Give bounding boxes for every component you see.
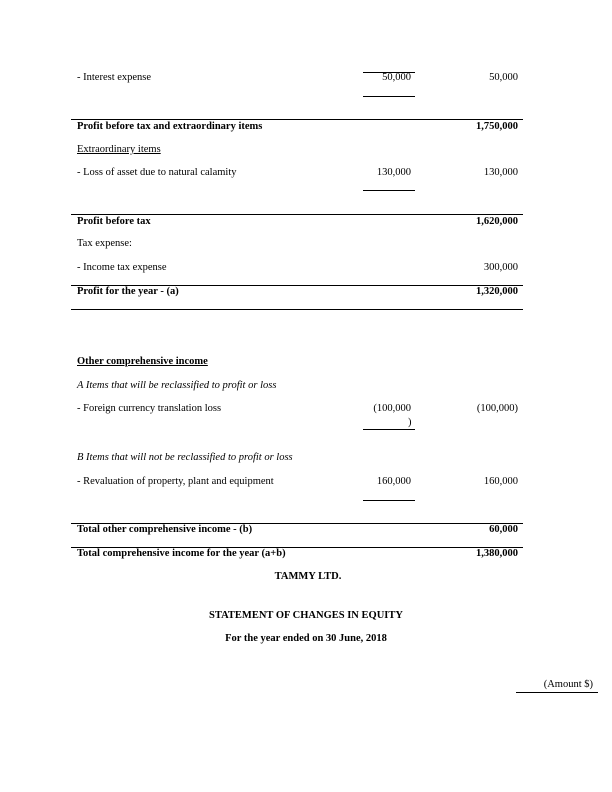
row-label-total-ci: Total comprehensive income for the year (a+b): [77, 548, 286, 559]
company-name: TAMMY LTD.: [274, 571, 342, 582]
statement-title: STATEMENT OF CHANGES IN EQUITY: [209, 610, 403, 621]
row-right-total-ci: 1,380,000: [476, 548, 518, 559]
row-right-income-tax: 300,000: [483, 262, 518, 273]
oci-heading: Other comprehensive income: [77, 356, 208, 367]
row-mid-loss-asset: 130,000: [376, 167, 411, 178]
rule: [363, 190, 415, 191]
tax-heading: Tax expense:: [77, 238, 132, 249]
rule: [516, 692, 598, 693]
rule: [363, 429, 415, 430]
section-a-heading: A Items that will be reclassified to profit or loss: [77, 380, 277, 391]
row-mid-revaluation: 160,000: [376, 476, 411, 487]
row-right-pbt-extraordinary: 1,750,000: [476, 121, 518, 132]
row-right-total-oci: 60,000: [489, 524, 518, 535]
row-right-revaluation: 160,000: [483, 476, 518, 487]
row-label-pbt: Profit before tax: [77, 216, 151, 227]
row-right-pbt: 1,620,000: [476, 216, 518, 227]
row-label-loss-asset: - Loss of asset due to natural calamity: [77, 167, 237, 178]
row-right-profit-year: 1,320,000: [476, 286, 518, 297]
row-right-loss-asset: 130,000: [483, 167, 518, 178]
rule: [363, 96, 415, 97]
rule: [71, 309, 523, 310]
rule: [363, 500, 415, 501]
row-mid-fx-loss-2: ): [408, 417, 412, 428]
rule: [71, 119, 523, 120]
row-label-total-oci: Total other comprehensive income - (b): [77, 524, 253, 535]
statement-period: For the year ended on 30 June, 2018: [225, 633, 387, 644]
row-mid-fx-loss-1: (100,000: [373, 403, 411, 414]
row-label-income-tax: - Income tax expense: [77, 262, 167, 273]
extraordinary-heading: Extraordinary items: [77, 144, 161, 155]
row-right-interest-expense: 50,000: [489, 72, 518, 83]
rule: [71, 214, 523, 215]
row-label-pbt-extraordinary: Profit before tax and extraordinary items: [77, 121, 263, 132]
amount-unit: (Amount $): [543, 679, 593, 690]
section-b-heading: B Items that will not be reclassified to profit or loss: [77, 452, 293, 463]
row-label-interest-expense: - Interest expense: [77, 72, 152, 83]
row-label-fx-loss: - Foreign currency translation loss: [77, 403, 222, 414]
row-label-revaluation: - Revaluation of property, plant and equipment: [77, 476, 274, 487]
row-label-profit-year: Profit for the year - (a): [77, 286, 179, 297]
row-right-fx-loss: (100,000): [476, 403, 518, 414]
row-mid-interest-expense: 50,000: [382, 72, 411, 83]
